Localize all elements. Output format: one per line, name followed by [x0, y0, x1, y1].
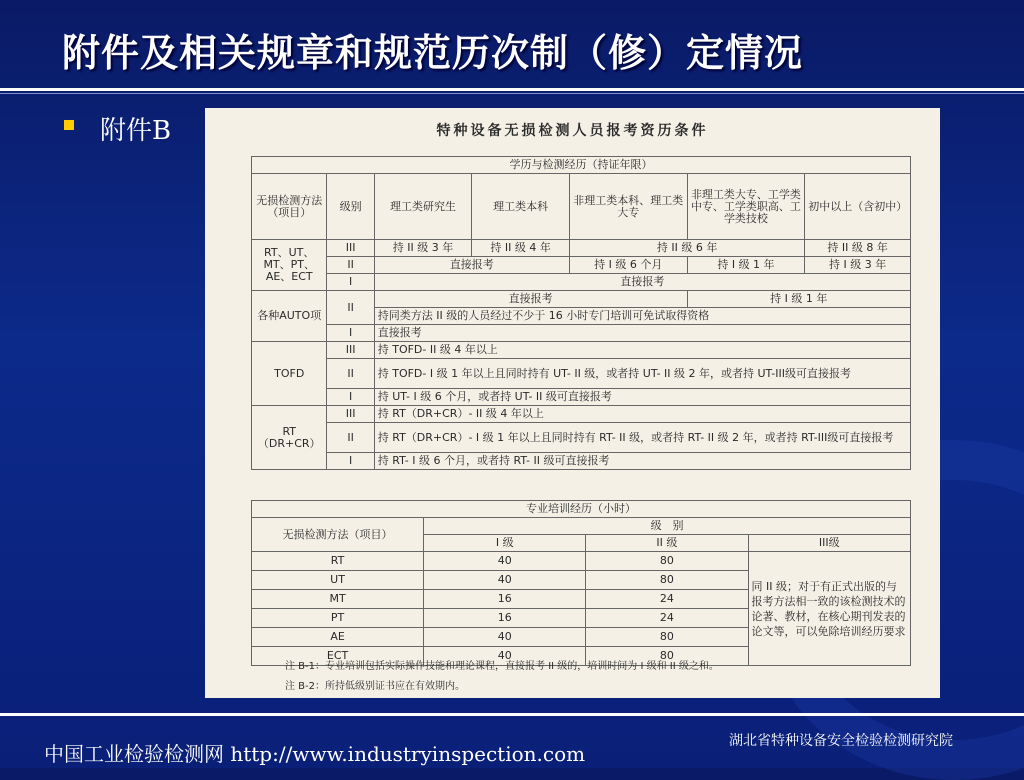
level-cell: II	[327, 257, 374, 274]
col-edu: 非理工类本科、理工类大专	[569, 174, 687, 240]
table-cell: 40	[424, 647, 586, 666]
col-method: 无损检测方法（项目）	[252, 518, 424, 552]
table-cell: 40	[424, 552, 586, 571]
level-cell: II	[327, 359, 374, 389]
table-cell: 同 II 级；对于有正式出版的与报考方法相一致的该检测技术的论著、教材，在核心期刊发表的论文等，可以免除培训经历要求	[748, 552, 911, 666]
table-cell: 持 II 级 3 年	[374, 240, 472, 257]
table-cell: PT	[252, 609, 424, 628]
col-edu: 理工类研究生	[374, 174, 472, 240]
table-cell: 持 I 级 3 年	[805, 257, 911, 274]
footer-divider	[0, 713, 1024, 716]
training-table	[251, 500, 911, 666]
col-edu: 非理工类大专、工学类中专、工学类职高、工学类技校	[687, 174, 805, 240]
table-cell: 持 TOFD- I 级 1 年以上且同时持有 UT- II 级，或者持 UT- II 级 2 年，或者持 UT-III级可直接报考	[374, 359, 910, 389]
table-cell: 24	[586, 609, 748, 628]
table-cell: 40	[424, 628, 586, 647]
table-cell: 持 UT- I 级 6 个月，或者持 UT- II 级可直接报考	[374, 389, 910, 406]
col-level: III级	[748, 535, 911, 552]
level-cell: II	[327, 291, 374, 325]
table-cell: 16	[424, 609, 586, 628]
table-cell: 持 RT（DR+CR）- II 级 4 年以上	[374, 406, 910, 423]
table-cell: 持 II 级 4 年	[472, 240, 570, 257]
section-header: 学历与检测经历（持证年限）	[252, 157, 911, 174]
table-cell: 80	[586, 552, 748, 571]
table-cell: 80	[586, 647, 748, 666]
document-title: 特种设备无损检测人员报考资历条件	[436, 123, 709, 139]
level-cell: III	[327, 406, 374, 423]
bullet-square-icon	[64, 120, 74, 130]
table-cell: AE	[252, 628, 424, 647]
table-cell: RT	[252, 552, 424, 571]
footer-site-link[interactable]: 中国工业检验检测网 http://www.industryinspection.com	[44, 742, 586, 766]
table-cell: 16	[424, 590, 586, 609]
section-header: 专业培训经历（小时）	[252, 501, 911, 518]
note-b1: 注 B-1：专业培训包括实际操作技能和理论课程，直接报考 II 级的，培训时间为 I 级和 II 级之和。	[285, 661, 719, 672]
table-cell: 24	[586, 590, 748, 609]
level-cell: III	[327, 240, 374, 257]
level-cell: III	[327, 342, 374, 359]
table-cell: 80	[586, 571, 748, 590]
title-divider-thin	[0, 93, 1024, 94]
col-level: II 级	[586, 535, 748, 552]
col-level-group: 级 别	[424, 518, 911, 535]
title-divider	[0, 88, 1024, 91]
table-cell: 持 I 级 1 年	[687, 257, 805, 274]
col-method: 无损检测方法（项目）	[252, 174, 327, 240]
col-edu: 理工类本科	[472, 174, 570, 240]
level-cell: I	[327, 453, 374, 470]
method-cell: TOFD	[252, 342, 327, 406]
level-cell: I	[327, 325, 374, 342]
col-level: 级别	[327, 174, 374, 240]
method-cell: RT（DR+CR）	[252, 406, 327, 470]
note-b2: 注 B-2：所持低级别证书应在有效期内。	[285, 681, 466, 692]
scanned-document	[205, 108, 940, 698]
col-edu: 初中以上（含初中）	[805, 174, 911, 240]
table-cell: 持 I 级 1 年	[687, 291, 910, 308]
table-cell: ECT	[252, 647, 424, 666]
table-cell: 持 II 级 6 年	[569, 240, 804, 257]
table-cell: 持 II 级 8 年	[805, 240, 911, 257]
table-cell: 持 I 级 6 个月	[569, 257, 687, 274]
footer-organization: 湖北省特种设备安全检验检测研究院	[729, 733, 953, 749]
method-cell: 各种AUTO项	[252, 291, 327, 342]
table-cell: 直接报考	[374, 291, 687, 308]
level-cell: II	[327, 423, 374, 453]
table-cell: 直接报考	[374, 274, 910, 291]
bullet-text: 附件B	[100, 116, 172, 146]
table-cell: 持 TOFD- II 级 4 年以上	[374, 342, 910, 359]
qualification-table	[251, 156, 911, 470]
level-cell: I	[327, 389, 374, 406]
table-cell: MT	[252, 590, 424, 609]
slide-title: 附件及相关规章和规范历次制（修）定情况	[62, 31, 804, 75]
table-cell: 持 RT- I 级 6 个月，或者持 RT- II 级可直接报考	[374, 453, 910, 470]
table-cell: UT	[252, 571, 424, 590]
table-cell: 直接报考	[374, 325, 910, 342]
table-cell: 40	[424, 571, 586, 590]
table-cell: 持 RT（DR+CR）- I 级 1 年以上且同时持有 RT- II 级，或者持 RT- II 级 2 年，或者持 RT-III级可直接报考	[374, 423, 910, 453]
table-cell: 80	[586, 628, 748, 647]
table-cell: 持同类方法 II 级的人员经过不少于 16 小时专门培训可免试取得资格	[374, 308, 910, 325]
col-level: I 级	[424, 535, 586, 552]
method-cell: RT、UT、MT、PT、AE、ECT	[252, 240, 327, 291]
level-cell: I	[327, 274, 374, 291]
table-cell: 直接报考	[374, 257, 569, 274]
